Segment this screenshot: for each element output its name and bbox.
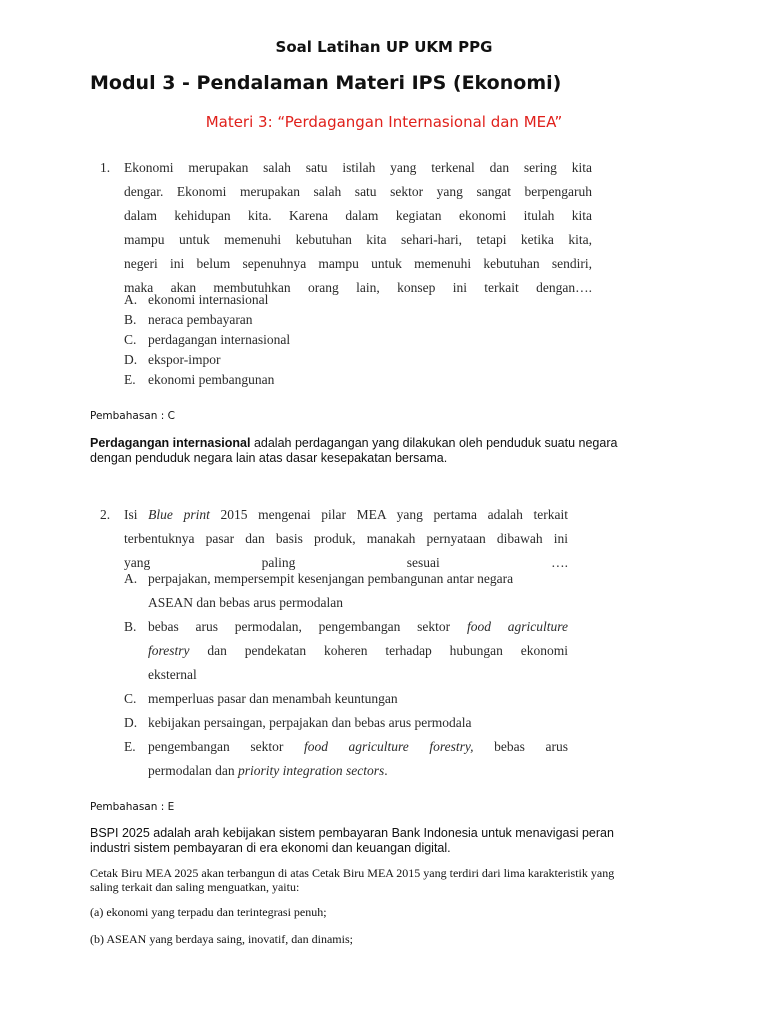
question-1-line: dengar. Ekonomi merupakan salah satu sektor yang sangat berpengaruh xyxy=(124,184,592,199)
question-1-line: mampu untuk memenuhi kebutuhan kita sehari-hari, tetapi ketika kita, xyxy=(124,232,592,247)
module-title: Modul 3 - Pendalaman Materi IPS (Ekonomi) xyxy=(90,72,562,94)
pembahasan-2-text: BSPI 2025 adalah arah kebijakan sistem pembayaran Bank Indonesia untuk menavigasi peran industri sistem pembayaran di era ekonomi dan keuangan digital. xyxy=(90,826,614,855)
pembahasan-1-label: Pembahasan : C xyxy=(90,410,175,422)
option-d: D. kebijakan persaingan, perpajakan dan bebas arus permodala xyxy=(124,715,472,730)
option-e: E. ekonomi pembangunan xyxy=(124,372,275,387)
option-d: D. ekspor-impor xyxy=(124,352,221,367)
question-1-line: Ekonomi merupakan salah satu istilah yang terkenal dan sering kita xyxy=(124,160,592,175)
question-1-line: dalam kehidupan kita. Karena dalam kegiatan ekonomi itulah kita xyxy=(124,208,592,223)
option-a: A. ekonomi internasional xyxy=(124,292,269,307)
materi-title: Materi 3: “Perdagangan Internasional dan MEA” xyxy=(205,113,563,131)
characteristic-item-a: (a) ekonomi yang terpadu dan terintegrasi penuh; xyxy=(90,905,327,919)
option-b: B. bebas arus permodalan, pengembangan sektor food agriculture xyxy=(124,619,568,634)
option-b: B. neraca pembayaran xyxy=(124,312,253,327)
option-e: E. pengembangan sektor food agriculture forestry, bebas arus xyxy=(124,739,568,754)
option-c: C. perdagangan internasional xyxy=(124,332,291,347)
option-a: A. perpajakan, mempersempit kesenjangan pembangunan antar negara xyxy=(124,571,514,586)
cetak-biru-paragraph: Cetak Biru MEA 2025 akan terbangun di atas Cetak Biru MEA 2015 yang terdiri dari lima karakteristik yang saling terkait dan saling menguatkan, yaitu: xyxy=(90,866,615,894)
question-2-block: 2. Isi Blue print 2015 mengenai pilar MEA yang pertama adalah terkait terbentuknya pasar dan basis produk, manakah pernyataan dibawah ini yang paling sesuai …. A. perpajakan, mempersempit kesenjangan pembangunan antar negara ASEAN dan bebas arus permodalan B. bebas arus permodalan, pengembangan sektor food agriculture forestry dan pendekatan koheren terhadap hubungan ekonomi eksternal C. memperluas pasar dan menambah keuntungan D. kebijakan persaingan, perpajakan dan bebas arus permodala E. pengembangan sektor food agriculture forestry, bebas arus permodalan dan priority integration sectors. xyxy=(100,503,570,773)
question-1-line: maka akan membutuhkan orang lain, konsep ini terkait dengan…. xyxy=(124,280,592,295)
question-1-options xyxy=(124,290,290,390)
question-1-block xyxy=(100,156,592,396)
document-title: Soal Latihan UP UKM PPG xyxy=(275,38,493,56)
characteristic-item-b: (b) ASEAN yang berdaya saing, inovatif, dan dinamis; xyxy=(90,932,353,946)
question-1-number: 1. xyxy=(100,160,111,175)
pembahasan-2-label: Pembahasan : E xyxy=(90,801,175,813)
answer-term: Perdagangan internasional xyxy=(90,436,251,450)
question-1-line: negeri ini belum sepenuhnya mampu untuk memenuhi kebutuhan sendiri, xyxy=(124,256,592,271)
question-2-text: Isi Blue print 2015 mengenai pilar MEA yang pertama adalah terkait terbentuknya pasar dan basis produk, manakah pernyataan dibawah ini yang paling sesuai …. xyxy=(124,507,568,570)
question-1-text xyxy=(124,156,592,300)
question-2-number: 2. xyxy=(100,507,111,522)
pembahasan-1-text: Perdagangan internasional adalah perdagangan yang dilakukan oleh penduduk suatu negara dengan penduduk negara lain atas dasar kesepakatan bersama. xyxy=(90,436,618,465)
option-c: C. memperluas pasar dan menambah keuntungan xyxy=(124,691,398,706)
